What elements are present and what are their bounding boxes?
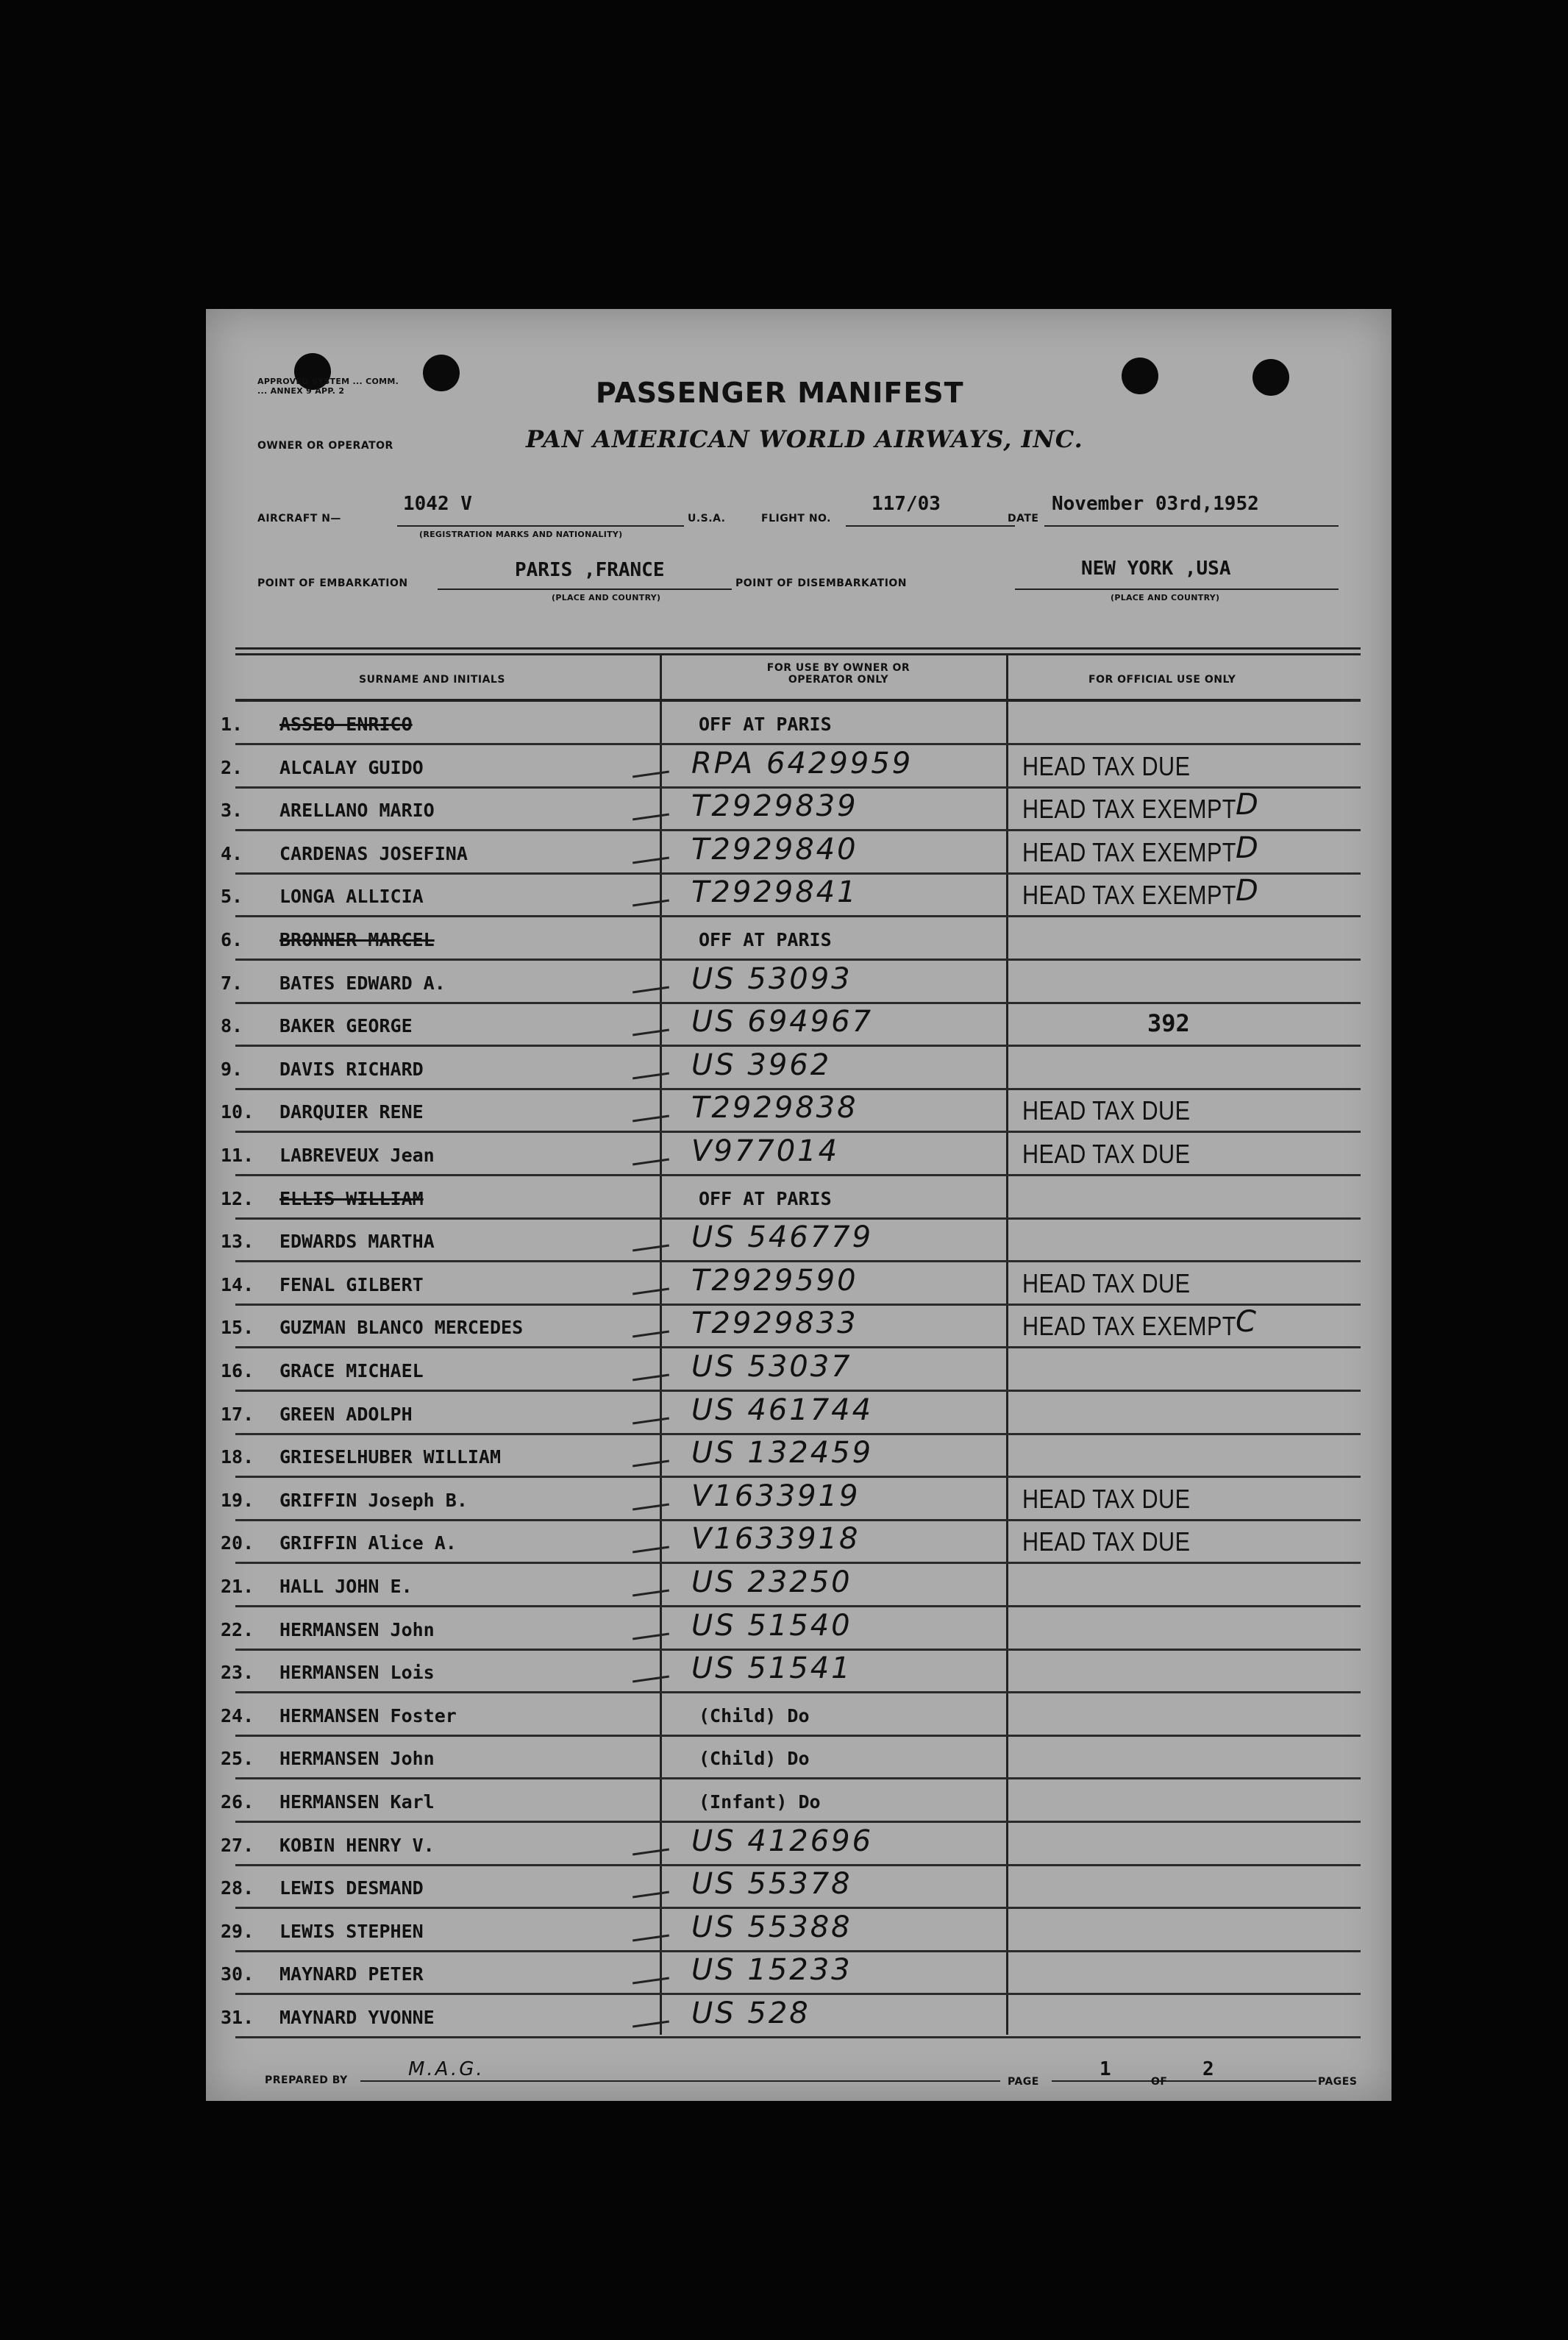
- embark-label: POINT OF EMBARKATION: [257, 577, 408, 589]
- passenger-name: BATES EDWARD A.: [279, 972, 446, 994]
- row-number: 27.: [221, 1835, 254, 1856]
- passport-number: T2929840: [691, 833, 858, 867]
- row-rule: [235, 743, 1361, 745]
- check-mark: [632, 1245, 669, 1252]
- row-number: 14.: [221, 1274, 254, 1295]
- check-mark: [632, 2021, 669, 2028]
- owner-value: PAN AMERICAN WORLD AIRWAYS, INC.: [526, 425, 1083, 453]
- official-mark: C: [1236, 1305, 1258, 1339]
- official-stamp: HEAD TAX EXEMPT: [1022, 837, 1236, 867]
- passport-number: US 694967: [691, 1005, 874, 1039]
- passenger-name: HERMANSEN Foster: [279, 1705, 457, 1726]
- page-title: PASSENGER MANIFEST: [596, 377, 964, 409]
- row-rule: [235, 1390, 1361, 1392]
- official-stamp: HEAD TAX EXEMPT: [1022, 1311, 1236, 1341]
- check-mark: [632, 1115, 669, 1123]
- official-mark: D: [1236, 874, 1261, 908]
- row-number: 6.: [221, 929, 243, 950]
- passenger-name: GRACE MICHAEL: [279, 1360, 424, 1381]
- official-stamp: HEAD TAX DUE: [1022, 1268, 1191, 1298]
- disembark-line: [1015, 588, 1339, 590]
- passport-number: US 55378: [691, 1867, 852, 1901]
- passenger-name: GRIESELHUBER WILLIAM: [279, 1446, 502, 1468]
- passenger-name: ELLIS WILLIAM: [279, 1188, 424, 1209]
- passport-number: (Child) Do: [699, 1705, 810, 1726]
- row-number: 8.: [221, 1015, 243, 1036]
- passenger-name: DAVIS RICHARD: [279, 1059, 424, 1080]
- column-header-official: FOR OFFICIAL USE ONLY: [1088, 674, 1236, 686]
- disembark-value: NEW YORK ,USA: [1081, 558, 1231, 580]
- row-rule: [235, 1821, 1361, 1823]
- check-mark: [632, 1633, 669, 1640]
- row-rule: [235, 1649, 1361, 1651]
- row-rule: [235, 1174, 1361, 1176]
- passenger-name: FENAL GILBERT: [279, 1274, 424, 1295]
- check-mark: [632, 814, 669, 821]
- approval-note: APPROVED SYSTEM ... COMM. ... ANNEX 9 APP. 2: [257, 377, 399, 396]
- check-mark: [632, 1891, 669, 1899]
- check-mark: [632, 857, 669, 864]
- passport-number: V977014: [691, 1134, 840, 1168]
- passenger-name: HERMANSEN Lois: [279, 1662, 435, 1683]
- passenger-name: DARQUIER RENE: [279, 1101, 424, 1123]
- passenger-name: LABREVEUX Jean: [279, 1145, 435, 1166]
- row-rule: [235, 2036, 1361, 2038]
- passport-number: RPA 6429959: [691, 747, 913, 780]
- row-number: 11.: [221, 1145, 254, 1166]
- row-number: 9.: [221, 1059, 243, 1080]
- row-number: 16.: [221, 1360, 254, 1381]
- passenger-name: ALCALAY GUIDO: [279, 757, 424, 778]
- row-number: 5.: [221, 886, 243, 907]
- column-divider: [1006, 653, 1008, 2035]
- official-stamp: HEAD TAX DUE: [1022, 1526, 1191, 1557]
- row-number: 18.: [221, 1446, 254, 1468]
- row-number: 29.: [221, 1921, 254, 1942]
- official-stamp: HEAD TAX EXEMPT: [1022, 794, 1236, 824]
- column-header-owner: FOR USE BY OWNER OR OPERATOR ONLY: [766, 662, 910, 686]
- passenger-name: KOBIN HENRY V.: [279, 1835, 435, 1856]
- row-number: 4.: [221, 843, 243, 864]
- check-mark: [632, 1546, 669, 1554]
- row-rule: [235, 1993, 1361, 1995]
- official-stamp: 392: [1147, 1009, 1190, 1037]
- row-rule: [235, 1735, 1361, 1737]
- row-rule: [235, 915, 1361, 917]
- passenger-name: GREEN ADOLPH: [279, 1404, 413, 1425]
- row-number: 20.: [221, 1532, 254, 1554]
- column-header-names: SURNAME AND INITIALS: [359, 674, 505, 686]
- row-rule: [235, 786, 1361, 789]
- row-number: 17.: [221, 1404, 254, 1425]
- passport-number: US 51540: [691, 1609, 852, 1643]
- disembark-caption: (PLACE AND COUNTRY): [1111, 593, 1220, 602]
- passport-number: V1633919: [691, 1479, 860, 1513]
- row-number: 10.: [221, 1101, 254, 1123]
- punch-hole: [1252, 359, 1289, 396]
- passport-number: US 461744: [691, 1393, 874, 1427]
- row-rule: [235, 1002, 1361, 1004]
- page-label: PAGE: [1008, 2076, 1039, 2088]
- passport-number: T2929833: [691, 1306, 858, 1340]
- of-value: 2: [1202, 2058, 1214, 2080]
- row-number: 12.: [221, 1188, 254, 1209]
- of-label: OF: [1151, 2076, 1168, 2088]
- passenger-name: HERMANSEN John: [279, 1748, 435, 1769]
- check-mark: [632, 1374, 669, 1381]
- row-rule: [235, 1691, 1361, 1693]
- row-rule: [235, 1519, 1361, 1521]
- date-line: [1044, 525, 1339, 527]
- row-rule: [235, 959, 1361, 961]
- table-header-rule: [235, 699, 1361, 702]
- passport-number: US 3962: [691, 1048, 832, 1082]
- passport-number: US 528: [691, 1996, 810, 2030]
- official-mark: D: [1236, 831, 1261, 865]
- row-number: 26.: [221, 1791, 254, 1813]
- passport-number: US 412696: [691, 1824, 874, 1858]
- date-value: November 03rd,1952: [1052, 493, 1259, 515]
- check-mark: [632, 1029, 669, 1036]
- table-top-rule: [235, 647, 1361, 650]
- row-number: 3.: [221, 800, 243, 821]
- column-divider: [660, 653, 662, 2035]
- row-number: 1.: [221, 714, 243, 735]
- registration-caption: (REGISTRATION MARKS AND NATIONALITY): [419, 530, 623, 539]
- official-stamp: HEAD TAX DUE: [1022, 1095, 1191, 1125]
- check-mark: [632, 1504, 669, 1511]
- check-mark: [632, 1935, 669, 1942]
- passport-number: US 546779: [691, 1220, 874, 1254]
- passport-number: OFF AT PARIS: [699, 714, 832, 735]
- embark-value: PARIS ,FRANCE: [515, 559, 665, 581]
- date-label: DATE: [1008, 513, 1039, 524]
- row-number: 25.: [221, 1748, 254, 1769]
- passport-number: OFF AT PARIS: [699, 929, 832, 950]
- passenger-name: GRIFFIN Alice A.: [279, 1532, 457, 1554]
- flight-line: [846, 525, 1015, 527]
- passenger-name: GRIFFIN Joseph B.: [279, 1490, 468, 1511]
- passenger-name: BAKER GEORGE: [279, 1015, 413, 1036]
- official-stamp: HEAD TAX EXEMPT: [1022, 880, 1236, 910]
- row-rule: [235, 1346, 1361, 1348]
- passport-number: T2929839: [691, 789, 858, 823]
- passport-number: T2929841: [691, 875, 858, 909]
- passport-number: (Child) Do: [699, 1748, 810, 1769]
- passport-number: V1633918: [691, 1522, 860, 1556]
- passport-number: US 53093: [691, 962, 852, 996]
- owner-label: OWNER OR OPERATOR: [257, 440, 393, 452]
- row-number: 13.: [221, 1231, 254, 1252]
- row-number: 21.: [221, 1576, 254, 1597]
- passenger-name: MAYNARD PETER: [279, 1963, 424, 1985]
- passenger-name: LEWIS STEPHEN: [279, 1921, 424, 1942]
- footer-line: [360, 2080, 1000, 2082]
- check-mark: [632, 986, 669, 994]
- passenger-name: HERMANSEN Karl: [279, 1791, 435, 1813]
- prepared-label: PREPARED BY: [265, 2074, 348, 2086]
- official-stamp: HEAD TAX DUE: [1022, 1484, 1191, 1514]
- embark-caption: (PLACE AND COUNTRY): [552, 593, 661, 602]
- row-number: 30.: [221, 1963, 254, 1985]
- check-mark: [632, 1418, 669, 1425]
- passenger-name: ARELLANO MARIO: [279, 800, 435, 821]
- passport-number: US 132459: [691, 1436, 874, 1470]
- row-rule: [235, 1217, 1361, 1220]
- official-stamp: HEAD TAX DUE: [1022, 1139, 1191, 1169]
- row-number: 31.: [221, 2007, 254, 2028]
- passenger-name: LEWIS DESMAND: [279, 1877, 424, 1899]
- page-value: 1: [1100, 2058, 1111, 2080]
- row-rule: [235, 1304, 1361, 1306]
- check-mark: [632, 1676, 669, 1683]
- row-number: 22.: [221, 1619, 254, 1640]
- passenger-name: MAYNARD YVONNE: [279, 2007, 435, 2028]
- row-rule: [235, 1777, 1361, 1779]
- passport-number: US 53037: [691, 1350, 852, 1384]
- row-number: 15.: [221, 1317, 254, 1338]
- official-mark: D: [1236, 788, 1261, 822]
- row-rule: [235, 1260, 1361, 1262]
- check-mark: [632, 1331, 669, 1338]
- check-mark: [632, 1849, 669, 1856]
- passenger-name: ASSEO ENRICO: [279, 714, 413, 735]
- passport-number: US 51541: [691, 1651, 852, 1685]
- row-rule: [235, 829, 1361, 831]
- passenger-name: LONGA ALLICIA: [279, 886, 424, 907]
- row-number: 2.: [221, 757, 243, 778]
- check-mark: [632, 1073, 669, 1080]
- passenger-name: EDWARDS MARTHA: [279, 1231, 435, 1252]
- row-rule: [235, 1950, 1361, 1952]
- usa-label: U.S.A.: [688, 513, 726, 524]
- row-rule: [235, 1131, 1361, 1133]
- manifest-sheet: [206, 309, 1391, 2101]
- passport-number: T2929590: [691, 1264, 858, 1298]
- row-rule: [235, 872, 1361, 875]
- disembark-label: POINT OF DISEMBARKATION: [735, 577, 908, 589]
- passport-number: (Infant) Do: [699, 1791, 821, 1813]
- punch-hole: [1122, 358, 1158, 394]
- flight-value: 117/03: [872, 493, 941, 515]
- passport-number: US 15233: [691, 1953, 852, 1987]
- pages-label: PAGES: [1318, 2076, 1358, 2088]
- check-mark: [632, 900, 669, 907]
- official-stamp: HEAD TAX DUE: [1022, 751, 1191, 781]
- passenger-name: CARDENAS JOSEFINA: [279, 843, 468, 864]
- row-rule: [235, 1562, 1361, 1564]
- row-rule: [235, 1045, 1361, 1047]
- passenger-name: BRONNER MARCEL: [279, 929, 435, 950]
- prepared-value: M.A.G.: [408, 2058, 485, 2080]
- passport-number: T2929838: [691, 1091, 858, 1125]
- row-number: 28.: [221, 1877, 254, 1899]
- embark-line: [438, 588, 732, 590]
- row-rule: [235, 1433, 1361, 1435]
- check-mark: [632, 1159, 669, 1166]
- passenger-name: GUZMAN BLANCO MERCEDES: [279, 1317, 524, 1338]
- punch-hole: [423, 355, 460, 391]
- row-rule: [235, 1605, 1361, 1607]
- table-top-rule: [235, 653, 1361, 655]
- passport-number: US 23250: [691, 1565, 852, 1599]
- check-mark: [632, 1288, 669, 1295]
- passenger-name: HERMANSEN John: [279, 1619, 435, 1640]
- check-mark: [632, 1977, 669, 1985]
- footer-line: [1052, 2080, 1316, 2082]
- row-rule: [235, 1864, 1361, 1866]
- row-number: 24.: [221, 1705, 254, 1726]
- aircraft-line: [397, 525, 684, 527]
- row-rule: [235, 1476, 1361, 1478]
- aircraft-label: AIRCRAFT N—: [257, 513, 341, 524]
- row-rule: [235, 1907, 1361, 1909]
- check-mark: [632, 1460, 669, 1468]
- row-number: 23.: [221, 1662, 254, 1683]
- check-mark: [632, 1590, 669, 1597]
- row-rule: [235, 1088, 1361, 1090]
- check-mark: [632, 771, 669, 778]
- row-number: 19.: [221, 1490, 254, 1511]
- passport-number: OFF AT PARIS: [699, 1188, 832, 1209]
- aircraft-value: 1042 V: [403, 493, 472, 515]
- row-number: 7.: [221, 972, 243, 994]
- passport-number: US 55388: [691, 1910, 852, 1944]
- flight-label: FLIGHT NO.: [761, 513, 831, 524]
- passenger-name: HALL JOHN E.: [279, 1576, 413, 1597]
